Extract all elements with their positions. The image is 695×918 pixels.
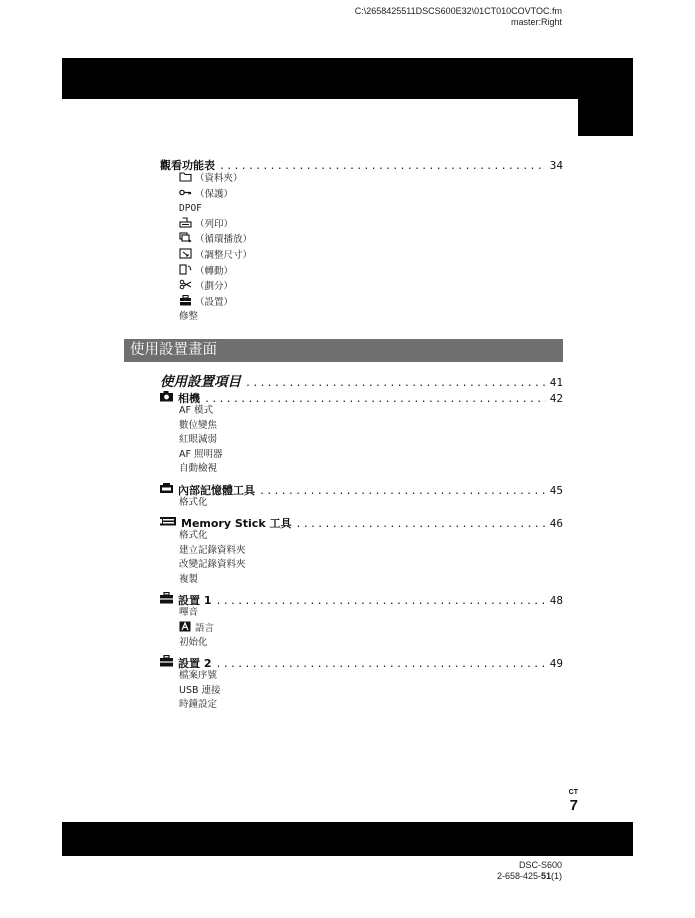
list-item: AF 照明器 [179,448,223,460]
list-item: 複製 [179,573,199,585]
list-item: 語言 [179,621,214,637]
list-item: 數位變焦 [179,419,218,431]
toc-page: 34 [549,159,563,172]
list-item: 自動檢視 [179,463,218,475]
toolbox-icon [159,655,174,667]
leader-dots [245,378,546,389]
toc-entry-setup-items[interactable] [160,370,563,390]
model-number: DSC-S600 [518,860,562,870]
side-tab [578,99,633,136]
toc-title: 觀看功能表 [160,159,215,172]
print-icon [179,217,192,228]
list-item: 時鐘設定 [179,699,218,711]
toc-page: 46 [549,517,563,530]
list-item: 改變記錄資料夾 [179,559,246,571]
toc-page: 42 [549,392,563,405]
toc-entry-setup1[interactable] [159,592,563,608]
list-item: 紅眼減弱 [179,434,218,446]
top-black-bar [62,58,633,99]
footer [497,860,562,882]
list-item: （循環播放） [179,232,252,248]
toc-page: 49 [549,657,563,670]
viewing-menu-items [179,171,252,325]
internal-memory-items [179,496,208,511]
toc-page: 48 [549,594,563,607]
toolbox-icon [159,592,174,604]
part-number: 2-658-425-51(1) [496,871,562,881]
toc-entry-internal-memory[interactable] [159,482,563,498]
section-title: 使用設置畫面 [130,342,217,358]
leader-dots [215,659,545,670]
leader-dots [215,596,545,607]
toc-title: 使用設置項目 [160,374,241,390]
toc-title: Memory Stick 工具 [181,517,292,530]
list-item: 初始化 [179,637,208,649]
setup2-items [179,669,221,713]
slideshow-icon [179,232,192,243]
list-item: 嗶音 [179,607,199,618]
key-icon [179,187,192,198]
memory-stick-items [179,529,246,587]
list-item: （保護） [179,187,252,203]
file-header [355,6,562,28]
resize-icon [179,248,192,259]
toc-page: 41 [549,376,563,389]
camera-items [179,404,222,477]
list-item: （資料夾） [179,171,252,187]
toc-title: 設置 1 [178,594,212,607]
list-item: DPOF [179,203,202,215]
list-item: （設置） [179,295,252,311]
leader-dots [219,161,546,172]
language-icon [179,621,192,632]
list-item: （劃分） [179,279,252,295]
toc-title: 相機 [178,392,200,405]
rotate-icon [179,264,192,275]
memory-stick-icon [159,515,177,527]
list-item: 格式化 [179,497,208,508]
setup1-items [179,606,214,651]
language-code: CT [568,789,578,796]
list-item: （列印） [179,217,252,233]
list-item: 建立記錄資料夾 [179,544,246,556]
list-item: 修整 [179,311,199,323]
leader-dots [204,394,546,405]
list-item: 格式化 [179,530,208,541]
camera-icon [159,390,174,402]
toc-title: 內部記憶體工具 [178,484,255,497]
list-item: USB 連接 [179,684,221,696]
file-path: C:\2658425511DSCS600E32\01CT010COVTOC.fm [354,6,562,16]
list-item: AF 模式 [179,405,213,416]
list-item: （調整尺寸） [179,248,252,264]
toolbox-icon [179,295,192,306]
page-number: 7 [569,797,578,814]
bottom-black-bar [62,822,633,856]
list-item: 檔案序號 [179,670,218,681]
master-page-label: master:Right [510,17,562,27]
toc-page: 45 [549,484,563,497]
folder-icon [179,171,192,182]
divide-icon [179,279,192,290]
list-item: （轉動） [179,264,252,280]
section-header [124,339,563,362]
leader-dots [259,486,546,497]
leader-dots [295,519,545,530]
internal-memory-icon [159,482,174,494]
toc-title: 設置 2 [178,657,212,670]
